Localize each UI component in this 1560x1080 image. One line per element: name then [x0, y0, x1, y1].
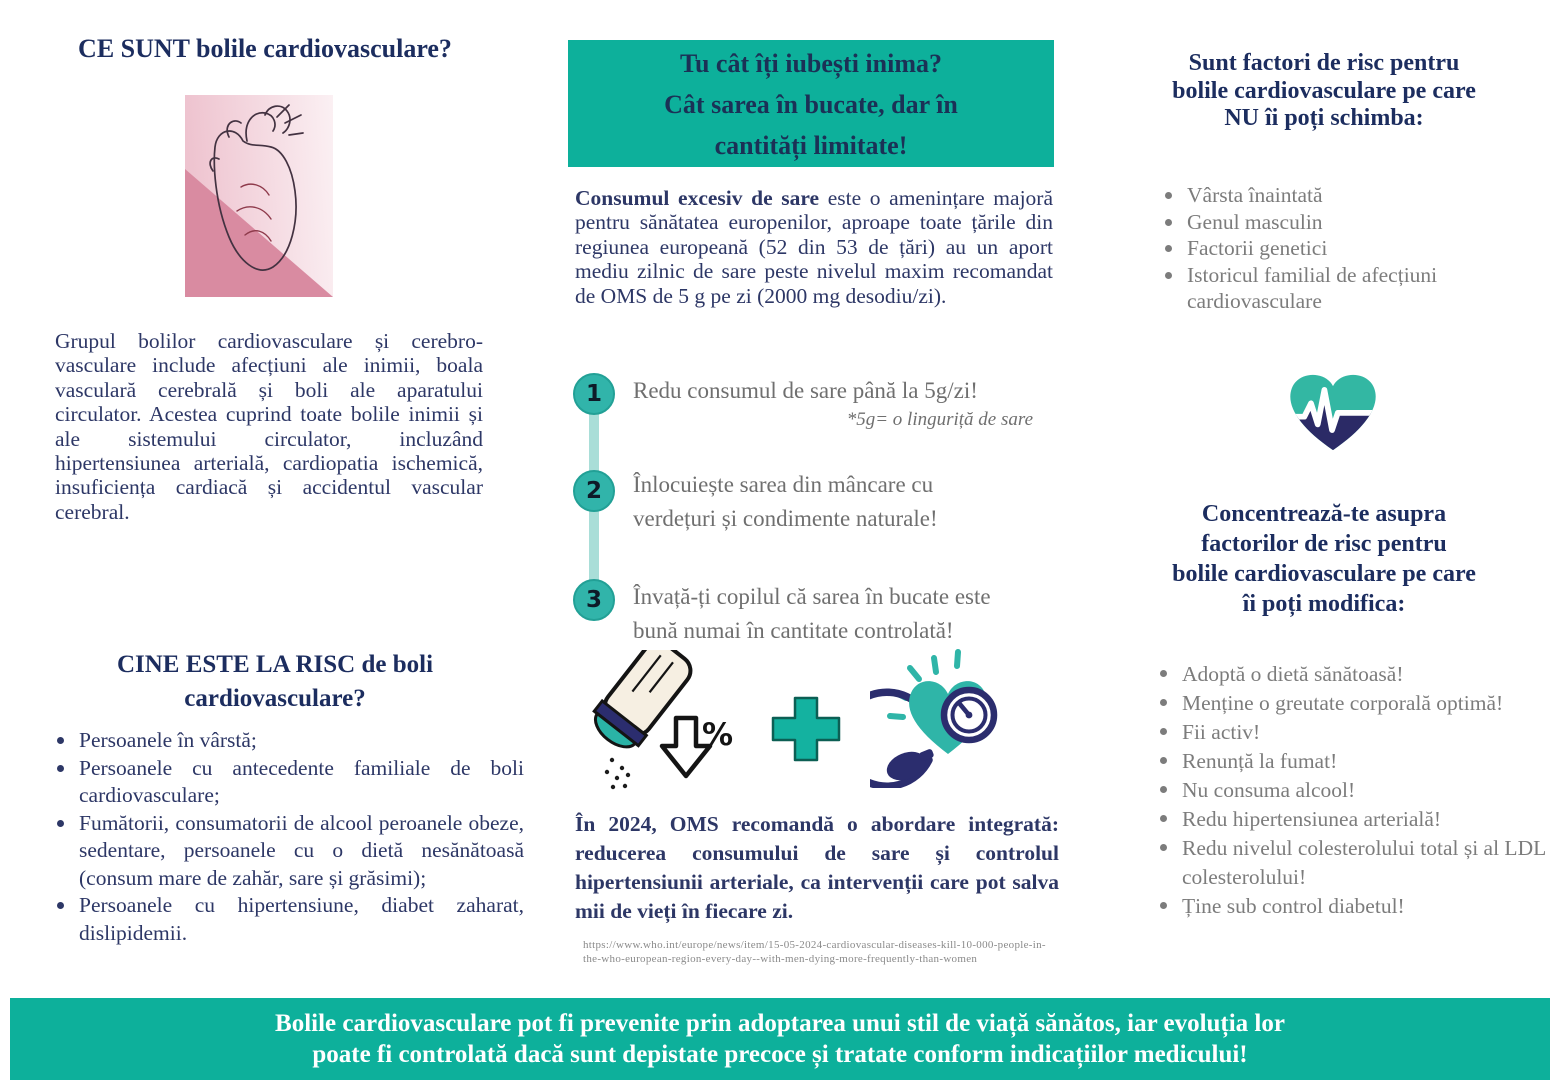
bullet-icon — [57, 820, 64, 827]
bullet-icon — [1165, 219, 1172, 226]
list-item: Nu consuma alcool! — [1158, 776, 1558, 805]
list-item: Renunță la fumat! — [1158, 747, 1558, 776]
bullet-icon — [1165, 272, 1172, 279]
footer-line: poate fi controlată dacă sunt depistate precoce și tratate conform indicațiilor medicului! — [312, 1041, 1248, 1068]
step-1-text: Redu consumul de sare până la 5g/zi! — [633, 378, 978, 403]
modifiable-risks-title — [1100, 499, 1548, 619]
bullet-icon — [57, 737, 64, 744]
title-line: Concentrează-te asupra — [1201, 501, 1447, 527]
step-3-text — [633, 580, 1063, 647]
salt-shaker-reduce-icon — [580, 650, 745, 792]
bullet-icon — [1160, 815, 1167, 822]
step-2-badge: 2 — [573, 470, 615, 512]
title-line: Sunt factori de risc pentru — [1188, 50, 1460, 76]
pulse-heart-icon — [1285, 367, 1381, 453]
step-line: Învață-ți copilul că sarea în bucate este — [633, 584, 991, 609]
list-item: Persoanele cu hipertensiune, diabet zaharat, dislipidemii. — [55, 892, 527, 947]
modifiable-risks-list — [1158, 660, 1558, 921]
step-line: verdețuri și condimente naturale! — [633, 505, 938, 531]
bullet-icon — [1160, 757, 1167, 764]
percent-symbol: % — [702, 717, 734, 753]
bullet-icon — [57, 902, 64, 909]
list-item: Adoptă o dietă sănătoasă! — [1158, 660, 1558, 689]
title-line: CINE ESTE LA RISC de boli — [116, 651, 434, 678]
title-line: bolile cardiovasculare pe care — [1172, 77, 1476, 104]
list-item: Persoanele cu antecedente familiale de boli cardiovasculare; — [55, 755, 527, 810]
non-modifiable-risks-list — [1163, 182, 1533, 315]
title-line: factorilor de risc pentru — [1201, 531, 1447, 557]
list-item: Redu nivelul colesterolului total și al LDL colesterolului! — [1158, 834, 1558, 892]
plus-icon — [771, 696, 841, 762]
who-2024-recommendation: În 2024, OMS recomandă o abordare integrată: reducerea consumului de sare și controlul hipertensiunii arteriale, ca intervenții care pot salva mii de vieți în fiecare zi. — [575, 812, 1059, 923]
risk-groups-list — [55, 727, 527, 947]
salt-threat-paragraph — [575, 186, 1053, 308]
footer-line: Bolile cardiovasculare pot fi prevenite prin adoptarea unui stil de viață sănătos, iar evoluția lor — [275, 1010, 1285, 1037]
list-item: Persoanele în vârstă; — [55, 727, 527, 755]
non-modifiable-risks-title — [1100, 50, 1548, 133]
banner-line: cantități limitate! — [714, 131, 908, 160]
list-item: Istoricul familial de afecțiuni cardiovasculare — [1163, 262, 1533, 315]
bullet-icon — [1160, 728, 1167, 735]
who-is-at-risk-title — [40, 648, 510, 716]
list-item: Genul masculin — [1163, 209, 1533, 236]
list-item: Vârsta înaintată — [1163, 182, 1533, 209]
salt-campaign-banner — [568, 40, 1054, 167]
anatomical-heart-image — [185, 95, 333, 297]
paragraph-lead: Consumul excesiv de sare — [575, 186, 820, 210]
list-item: Fumătorii, consumatorii de alcool peroanele obeze, sedentare, persoanele cu o dietă nesănătoasă (consum mare de zahăr, sare și grăsimi); — [55, 810, 527, 893]
banner-line: Tu cât îți iubești inima? — [680, 49, 942, 78]
heart-blood-pressure-icon — [870, 646, 1022, 788]
title-line: cardiovasculare? — [184, 685, 366, 712]
left-column-title: CE SUNT bolile cardiovasculare? — [78, 34, 452, 63]
step-3-badge: 3 — [573, 579, 615, 621]
step-2-text — [633, 468, 1063, 535]
list-item: Fii activ! — [1158, 718, 1558, 747]
title-line: bolile cardiovasculare pe care — [1172, 561, 1476, 587]
list-item: Redu hipertensiunea arterială! — [1158, 805, 1558, 834]
bullet-icon — [1160, 844, 1167, 851]
banner-line: Cât sarea în bucate, dar în — [664, 90, 958, 119]
prevention-footer-banner — [10, 998, 1550, 1080]
bullet-icon — [1165, 192, 1172, 199]
bullet-icon — [1160, 670, 1167, 677]
step-1-badge: 1 — [573, 373, 615, 415]
list-item: Ține sub control diabetul! — [1158, 892, 1558, 921]
title-line: NU îi poți schimba: — [1224, 105, 1424, 131]
bullet-icon — [1160, 902, 1167, 909]
bullet-icon — [1160, 786, 1167, 793]
step-line: Înlocuiește sarea din mâncare cu — [633, 472, 934, 497]
step-line: bună numai în cantitate controlată! — [633, 617, 954, 643]
paragraph-rest: este o amenințare majoră pentru sănătatea europenilor, aproape toate țările din regiunea europeană (52 din 53 de țări) au un aport mediu zilnic de sare peste nivelul maxim recomandat de OMS de 5 g pe zi (2000 mg desodiu/zi). — [575, 186, 1053, 308]
source-url-link[interactable]: https://www.who.int/europe/news/item/15-05-2024-cardiovascular-diseases-kill-10-000-people-in-the-who-european-region-every-day--with-men-dying-more-frequently-than-women — [583, 939, 1046, 965]
step-1-note: *5g= o linguriță de sare — [846, 409, 1033, 430]
list-item: Factorii genetici — [1163, 235, 1533, 262]
bullet-icon — [1160, 699, 1167, 706]
cvd-definition-paragraph: Grupul bolilor cardiovasculare și cerebro- vasculare include afecțiuni ale inimii, boala vasculară cerebrală și boli ale aparatului circulator. Acestea cuprind toate bolile inimii și ale sistemului circulator, incluzând hipertensiunea arterială, cardiopatia ischemică, insuficiența cardiacă și accidentul vascular cerebral. — [55, 329, 483, 524]
title-line: îi poți modifica: — [1242, 591, 1406, 617]
bullet-icon — [1165, 245, 1172, 252]
list-item: Menține o greutate corporală optimă! — [1158, 689, 1558, 718]
bullet-icon — [57, 765, 64, 772]
